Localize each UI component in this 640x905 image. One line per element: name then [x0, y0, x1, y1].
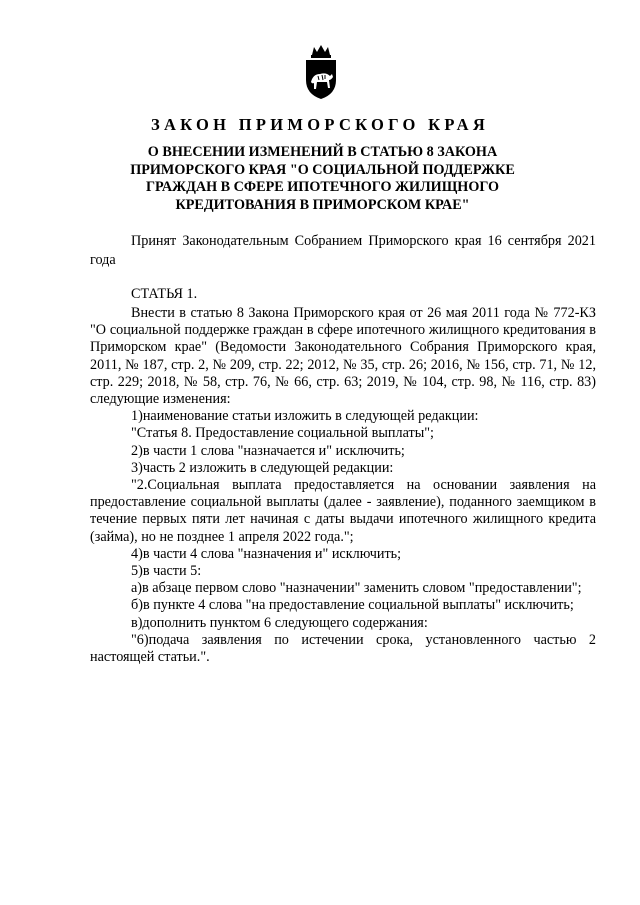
article-paragraph: "6)подача заявления по истечении срока, установленного частью 2 настоящей статьи.".	[90, 631, 596, 666]
article-body	[90, 305, 596, 666]
adoption-text: Принят Законодательным Собранием Приморского края 16 сентября 2021 года	[90, 233, 596, 268]
article-paragraph: б)в пункте 4 слова "на предоставление социальной выплаты" исключить;	[131, 597, 574, 614]
law-subtitle: О ВНЕСЕНИИ ИЗМЕНЕНИЙ В СТАТЬЮ 8 ЗАКОНА ПРИМОРСКОГО КРАЯ "О СОЦИАЛЬНОЙ ПОДДЕРЖКЕ ГРАЖДАН В СФЕРЕ ИПОТЕЧНОГО ЖИЛИЩНОГО КРЕДИТОВАНИЯ В ПРИМОРСКОМ КРАЕ"	[130, 144, 515, 213]
article-paragraph: Внести в статью 8 Закона Приморского края от 26 мая 2011 года № 772-КЗ "О социальной поддержке граждан в сфере ипотечного жилищного кредитования в Приморском крае" (Ведомости Законодательного Собрания Приморского края, 2011, № 187, стр. 2, № 209, стр. 22; 2012, № 35, стр. 26; 2016, № 156, стр. 71, № 12, стр. 229; 2018, № 58, стр. 76, № 66, стр. 63; 2019, № 104, стр. 98, № 116, стр. 83) следующие изменения:	[90, 305, 596, 408]
article-paragraph: 2)в части 1 слова "назначается и" исключить;	[131, 442, 405, 459]
article-paragraph: "Статья 8. Предоставление социальной выплаты";	[131, 425, 434, 442]
adoption-note	[90, 232, 596, 270]
article-paragraph: 5)в части 5:	[131, 563, 202, 580]
article-paragraph: "2.Социальная выплата предоставляется на основании заявления на предоставление социальной выплаты (далее - заявление), поданного заемщиком в течение первых пяти лет начиная с даты выдачи ипотечного жилищного кредита (займа), но не позднее 1 апреля 2022 года.";	[90, 477, 596, 545]
article-paragraph: в)дополнить пунктом 6 следующего содержания:	[131, 614, 428, 631]
article-paragraph: 4)в части 4 слова "назначения и" исключить;	[131, 545, 402, 562]
article-heading: СТАТЬЯ 1.	[131, 286, 198, 302]
article-paragraph: 1)наименование статьи изложить в следующей редакции:	[131, 408, 479, 425]
law-title: ЗАКОН ПРИМОРСКОГО КРАЯ	[150, 115, 490, 134]
article-paragraph: 3)часть 2 изложить в следующей редакции:	[131, 459, 394, 476]
coat-of-arms-icon	[303, 44, 339, 100]
article-paragraph: а)в абзаце первом слово "назначении" заменить словом "предоставлении";	[131, 580, 582, 597]
